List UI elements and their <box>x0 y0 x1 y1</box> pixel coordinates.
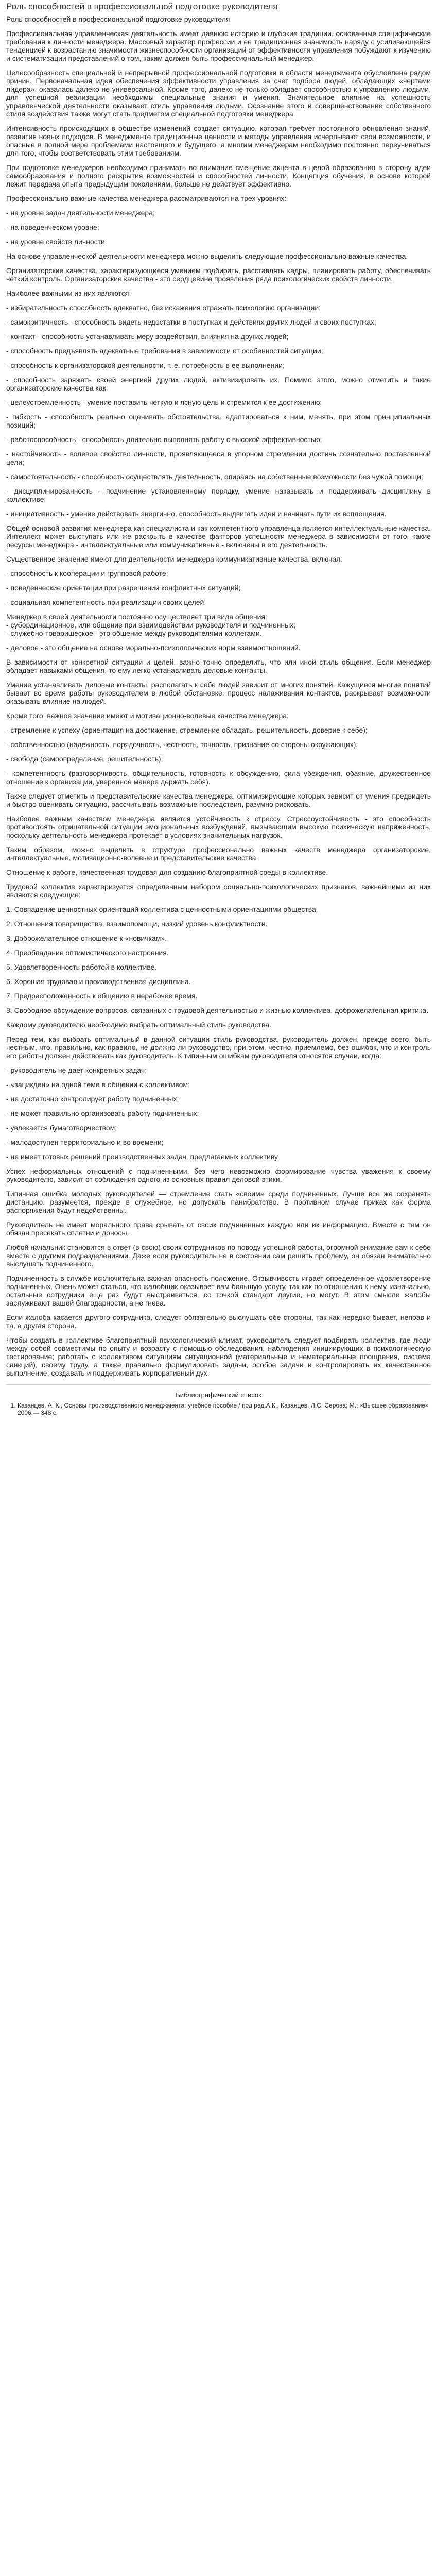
paragraph: Руководитель не имеет морального права срывать от своих подчиненных каждую или их информацию. Вместе с тем он обязан пресекать сплетни и доносы. <box>6 1221 431 1237</box>
paragraph: - не имеет готовых решений производственных задач, предлагаемых коллективу. <box>6 1153 280 1161</box>
paragraph: - способность к организаторской деятельности, т. е. потребность в ее выполнении; <box>6 361 285 369</box>
paragraph: Менеджер в своей деятельности постоянно осуществляет три вида общения: <box>6 613 267 621</box>
paragraph: Умение устанавливать деловые контакты, располагать к себе людей зависит от многих понятий. Кажущиеся многие понятий бывает во время работы руководителем в любой обстановке, процесс налаживания контактов, раскрывает возможности оказывать влияние на людей. <box>6 681 431 705</box>
paragraph: - способность заряжать своей энергией других людей, активизировать их. Помимо этого, можно отметить и такие организаторские качества как: <box>6 376 431 392</box>
paragraph: - стремление к успеху (ориентация на достижение, стремление обладать, решительность, доверие к себе); <box>6 726 368 734</box>
paragraph: - субординационное, или общение при взаимодействии руководителя и подчиненных; <box>6 621 296 629</box>
paragraph: - увлекается бумаготворчеством; <box>6 1124 117 1132</box>
paragraph: Подчиненность в службе исключительна важная опасность положение. Отзывчивость играет определенное удовлетворение подчиненных. Очень может статься, что жалобщик оказывает вам большую услугу, так как по отношению к нему, изначально, остальные сотрудники еще раз будут выстраиваться, со точкой стандарт другие, но могут. В этом смысле жалобы заслуживают вашей благодарности, а не гнева. <box>6 1274 431 1307</box>
paragraph: Каждому руководителю необходимо выбрать оптимальный стиль руководства. <box>6 1021 271 1029</box>
paragraph: Кроме того, важное значение имеют и мотивационно-волевые качества менеджера: <box>6 711 289 720</box>
paragraph: - настойчивость - волевое свойство личности, проявляющееся в упорном стремлении достичь сознательно поставленной цели; <box>6 450 431 466</box>
paragraph: - социальная компетентность при реализации своих целей. <box>6 598 206 606</box>
references-section <box>6 1384 431 1416</box>
paragraph: 2. Отношения товарищества, взаимопомощи, низкий уровень конфликтности. <box>6 920 268 928</box>
paragraph: Чтобы создать в коллективе благоприятный психологический климат, руководитель следует подбирать коллектив, где люди между собой совместимы по опыту и возрасту с помощью обследования, наблюдения инициирующих в психологическую тестирование; работать с коллективом ситуациям ситуационной (материальные и нематериальные поощрения, система санкций), своему труду, а также правильно формулировать задачи, особое задачи и контролировать их качественное выполнение; создавать и поддерживать корпоративный дух. <box>6 1336 431 1377</box>
paragraph: Существенное значение имеют для деятельности менеджера коммуникативные качества, включая: <box>6 555 342 563</box>
paragraph: - способность предъявлять адекватные требования в зависимости от особенностей ситуации; <box>6 347 323 355</box>
paragraph: Если жалоба касается другого сотрудника, следует обязательно выслушать обе стороны, так как нередко бывает, неправ и та, а другая сторона. <box>6 1313 431 1330</box>
paragraph: 6. Хорошая трудовая и производственная дисциплина. <box>6 977 191 986</box>
paragraph: - служебно-товарищеское - это общение между руководителями-коллегами. <box>6 629 262 637</box>
paragraph: - «зацикден» на одной теме в общении с коллективом; <box>6 1080 190 1089</box>
paragraph: Отношение к работе, качественная трудовая для созданию благоприятной среды в коллективе. <box>6 868 328 876</box>
paragraph: - избирательность способность адекватно, без искажения отражать психологию организации; <box>6 303 321 312</box>
paragraph: 1. Совпадение ценностных ориентаций коллектива с ценностными ориентациями общества. <box>6 905 318 913</box>
paragraph: На основе управленческой деятельности менеджера можно выделить следующие профессионально важные качества. <box>6 252 408 260</box>
paragraph: Трудовой коллектив характеризуется определенным набором социально-психологических признаков, важнейшими из них являются следующие: <box>6 883 431 899</box>
paragraph: Профессиональная управленческая деятельность имеет давнюю историю и глубокие традиции, основанные специфические требования к личности менеджера. Массовый характер профессии и ее традиционная значимость наряду с усиливающейся тенденцией к возрастанию значимости жизнеспособности организаций от эффективности управления побуждают к изучению и систематизации представлений о том, каким должен быть профессиональный менеджер. <box>6 29 431 62</box>
paragraph: - собственностью (надежность, порядочность, честность, точность, признание со стороны окружающих); <box>6 740 358 749</box>
paragraph: 7. Предрасположенность к общению в нерабочее время. <box>6 992 198 1000</box>
references-list <box>6 1402 431 1416</box>
paragraph: Общей основой развития менеджера как специалиста и как компетентного управленца является интеллектуальные качества. Интеллект может выступать или же раскрыть в качестве факторов успешности менеджера в зависимости от того, какие ресурсы менеджера - интеллектуальные или коммуникативные - включены в его деятельность. <box>6 524 431 549</box>
paragraph: - целеустремленность - умение поставить четкую и ясную цель и стремится к ее достижению; <box>6 398 322 406</box>
paragraph: Также следует отметить и представительские качества менеджера, оптимизирующие которых зависит от умения предвидеть и быстро оценивать ситуацию, рассчитывать возможные последствия, разумно рисковать. <box>6 792 431 808</box>
paragraph: - дисциплинированность - подчинение установленному порядку, умение наказывать и поддерживать дисциплину в коллективе; <box>6 487 431 503</box>
paragraph: - компетентность (разговорчивость, общительность, готовность к обсуждению, сила убеждения, обаяние, дружественное отношение к организации, уверенное манере держать себя). <box>6 769 431 786</box>
paragraph: Успех неформальных отношений с подчиненными, без чего невозможно формирование чувства уважения к своему руководителю, зависит от соблюдения одного из основных правил деловой этики. <box>6 1167 431 1183</box>
paragraph: - не может правильно организовать работу подчиненных; <box>6 1109 199 1117</box>
paragraph: - на уровне свойств личности. <box>6 238 107 246</box>
paragraph: Целесообразность специальной и непрерывной профессиональной подготовки в области менеджмента обусловлена рядом причин. Первоначальная идея обеспечения эффективности управления за счет подбора людей, обладающих «чертами лидера», оказалась далеко не универсальной. Кроме того, далеко не только обладает способностью к управлению людьми, для успешной реализации необходимы специальные знания и умения. Значительное влияние на успешность управленческой деятельности оказывает стиль управления людьми. Осознание этого и совершенствование собственного стиля воздействия также могут стать предметом специальной подготовки менеджера. <box>6 69 431 118</box>
paragraph: Профессионально важные качества менеджера рассматриваются на трех уровнях: <box>6 194 287 202</box>
paragraph: 4. Преобладание оптимистического настроения. <box>6 948 169 957</box>
paragraph: Любой начальник становится в ответ (в свою) своих сотрудников по поводу успешной работы, огромной внимание вам к себе вместе с другими подразделениями. Даже если руководитель не в состоянии сам решить проблему, он обязан внимательно выслушать подчиненного. <box>6 1243 431 1268</box>
paragraph: Организаторские качества, характеризующиеся умением подбирать, расставлять кадры, планировать работу, обеспечивать четкий контроль. Организаторские качества - это сердцевина проявления ряда психологических свойств личности. <box>6 266 431 283</box>
paragraph: Наиболее важным качеством менеджера является устойчивость к стрессу. Стрессоустойчивость - это способность противостоять отрицательной ситуации эмоциональных возбуждений, вызывающим высокую психическую напряженность, поскольку деятельность менеджера протекает в условиях значительных нагрузок. <box>6 815 431 839</box>
reference-item: 1. Казанцев, А. К., Основы производственного менеджмента: учебное пособие / под ред.А.К., Казанцев, Л.С. Серова; М.: «Высшее образование» 2006.— 348 с. <box>18 1402 431 1416</box>
paragraph: 3. Доброжелательное отношение к «новичкам». <box>6 934 167 942</box>
paragraph: - не достаточно контролирует работу подчиненных; <box>6 1095 179 1103</box>
paragraph: 8. Свободное обсуждение вопросов, связанных с трудовой деятельностью и жизнью коллектива, доброжелательная критика. <box>6 1006 428 1014</box>
references-title: Библиографический список <box>176 1391 261 1399</box>
paragraph: Типичная ошибка молодых руководителей — стремление стать «своим» среди подчиненных. Лучше все же сохранять дистанцию, разумеется, прежде в служебное, но допускать панибратство. В противном случае прикаx как форма распоряжения будут недейственны. <box>6 1190 431 1214</box>
paragraph: - гибкость - способность реально оценивать обстоятельства, адаптироваться к ним, менять, при этом принципиальных позиций; <box>6 413 431 429</box>
paragraph: - способность к кооперации и групповой работе; <box>6 569 168 578</box>
document-title: Роль способностей в профессиональной подготовке руководителя <box>6 2 278 11</box>
document-body <box>6 15 431 1377</box>
paragraph: - контакт - способность устанавливать меру воздействия, влияния на других людей; <box>6 332 289 341</box>
paragraph: Таким образом, можно выделить в структуре профессионально важных качеств менеджера организаторские, интеллектуальные, мотивационно-волевые и представительские качества. <box>6 845 431 862</box>
paragraph: Роль способностей в профессиональной подготовке руководителя <box>6 15 230 23</box>
paragraph: Наиболее важными из них являются: <box>6 289 131 297</box>
paragraph: - на поведенческом уровне; <box>6 223 99 231</box>
paragraph: - деловое - это общение на основе морально-психологических норм взаимоотношений. <box>6 643 301 652</box>
paragraph: - на уровне задач деятельности менеджера; <box>6 209 155 217</box>
paragraph: - свобода (самоопределение, решительность); <box>6 755 163 763</box>
paragraph: - инициативность - умение действовать энергично, способность выдвигать идеи и начинать пути их воплощения. <box>6 510 387 518</box>
paragraph: - самостоятельность - способность осуществлять деятельность, опираясь на собственные возможности без чужой помощи; <box>6 472 423 481</box>
paragraph: - руководитель не дает конкретных задач; <box>6 1066 147 1074</box>
paragraph: - самокритичность - способность видеть недостатки в поступках и действиях других людей и своих поступках; <box>6 318 376 326</box>
paragraph: - малодоступен территориально и во времени; <box>6 1138 164 1146</box>
paragraph: В зависимости от конкретной ситуации и целей, важно точно определить, что или иной стиль общения. Если менеджер обладает навыками общения, то ему легко устанавливать деловые контакты. <box>6 658 431 674</box>
paragraph: 5. Удовлетворенность работой в коллективе. <box>6 963 157 971</box>
paragraph: Интенсивность происходящих в обществе изменений создает ситуацию, которая требует постоянного обновления знаний, развития новых подходов. В менеджменте традиционные ценности и методы управления исчерпывают свои возможности, и опасные в полной мере проблемами настоящего и будущего, а многим менеджерам необходимо постоянно переучиваться для того, чтобы соответствовать этим требованиям. <box>6 124 431 157</box>
paragraph: При подготовке менеджеров необходимо принимать во внимание смещение акцента в целой образования в сторону идеи самообразования и полного раскрытия возможностей и способностей личности. Концепция обучения, в основе которой лежит передача опыта предыдущим поколениям, больше не действует эффективно. <box>6 163 431 188</box>
paragraph: - работоспособность - способность длительно выполнять работу с высокой эффективностью; <box>6 435 322 444</box>
paragraph: - поведенческие ориентации при разрешении конфликтных ситуаций; <box>6 584 241 592</box>
paragraph: Перед тем, как выбрать оптимальный в данной ситуации стиль руководства, руководитель должен, прежде всего, быть честным, что, правильно, как правило, не должно ли руководство, при этом, честно, приемлемо, без ошибок, что и контроль его работы должен действовать как руководитель. К типичным ошибкам руководителя относятся случаи, когда: <box>6 1035 431 1060</box>
